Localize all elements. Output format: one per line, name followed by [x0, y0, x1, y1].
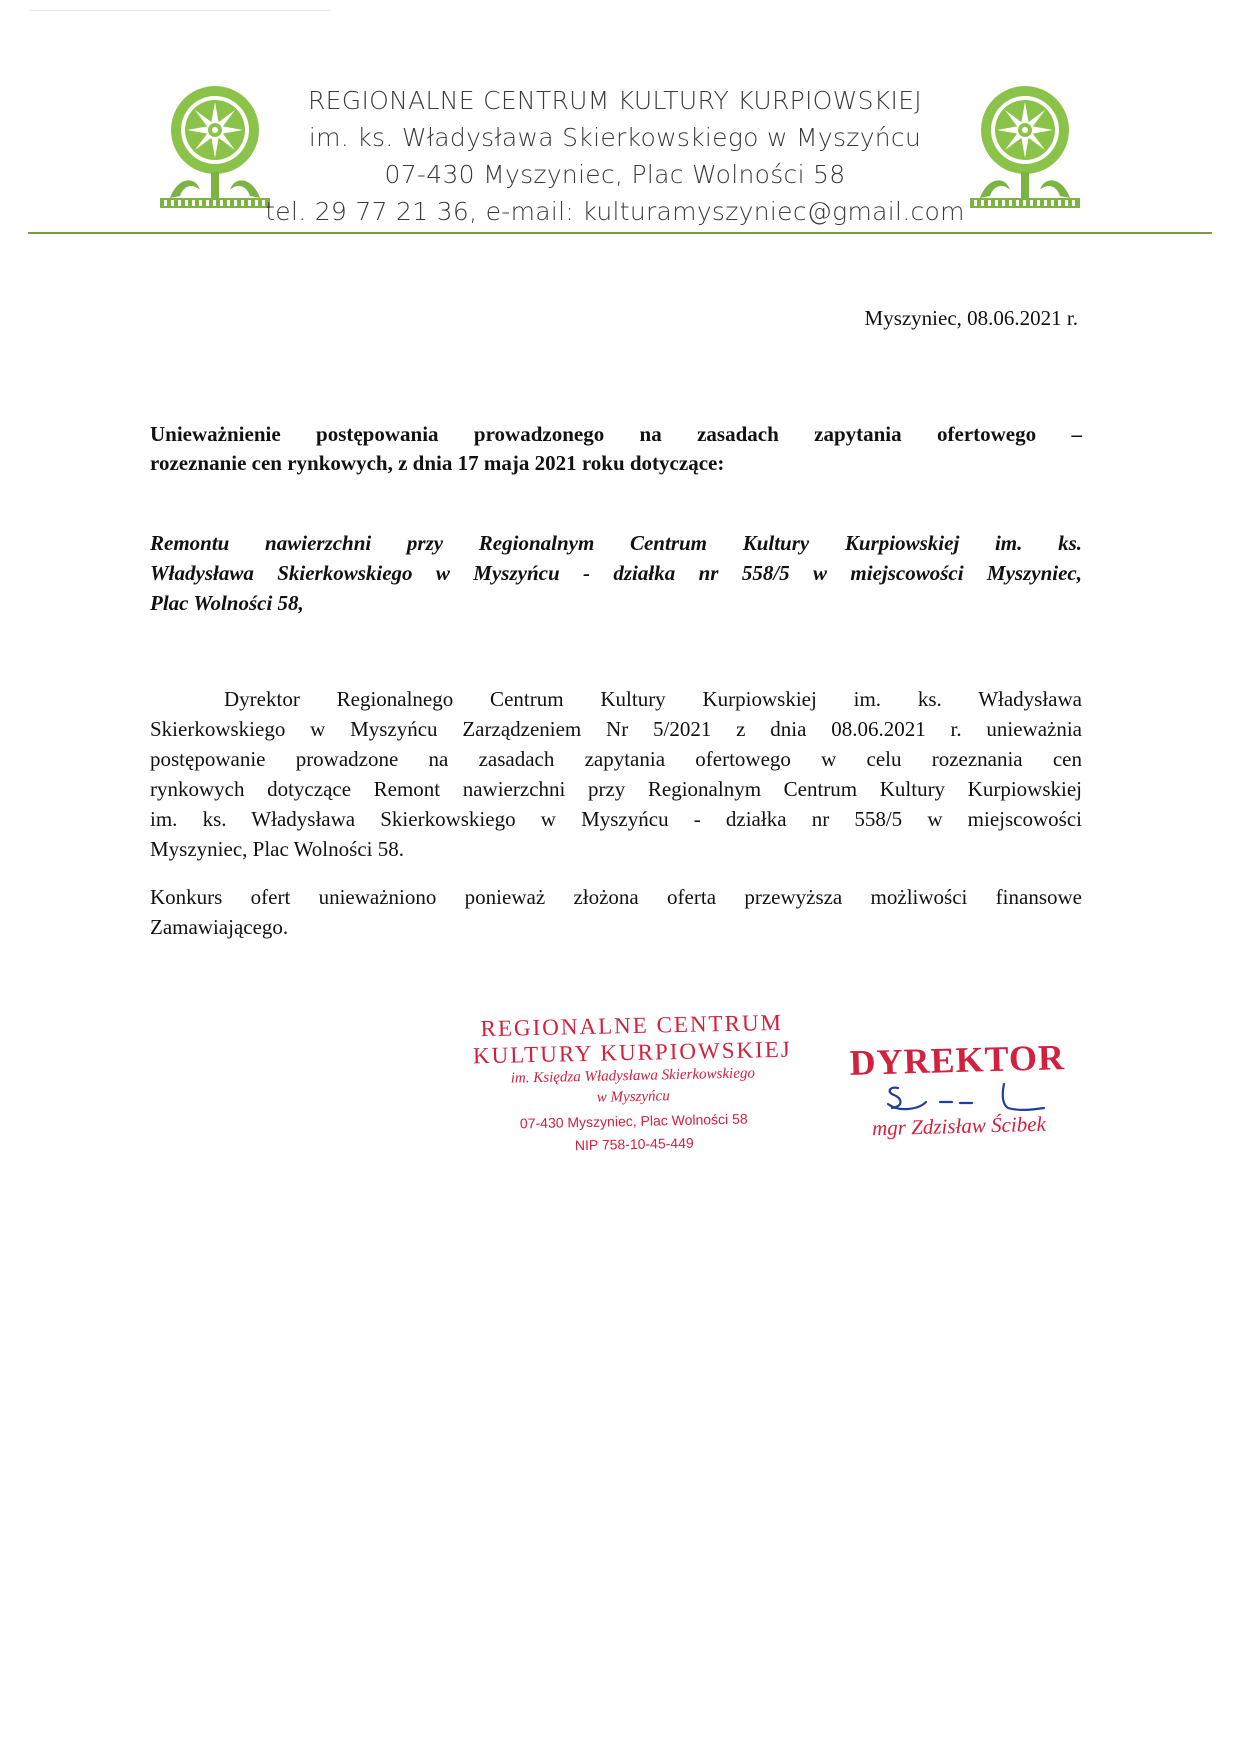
- director-title: DYREKTOR: [849, 1037, 1066, 1083]
- letterhead-divider: [28, 232, 1212, 234]
- paragraph-line: rynkowych dotyczące Remont nawierzchni przy Regionalnym Centrum Kultury Kurpiowskiej: [150, 777, 1082, 801]
- subject-line: Unieważnienie postępowania prowadzonego na zasadach zapytania ofertowego –: [150, 422, 1082, 446]
- director-name: mgr Zdzisław Ścibek: [871, 1111, 1047, 1141]
- stamp-line: im. Księdza Władysława Skierkowskiego: [510, 1065, 756, 1087]
- letterhead-patron: im. ks. Władysława Skierkowskiego w Myszyńcu: [308, 123, 922, 152]
- paragraph-line: postępowanie prowadzone na zasadach zapytania ofertowego w celu rozeznania cen: [150, 747, 1082, 771]
- subject-italic-line: Władysława Skierkowskiego w Myszyńcu - działka nr 558/5 w miejscowości Myszyniec,: [150, 561, 1082, 585]
- stamp-line: NIP 758-10-45-449: [574, 1134, 694, 1154]
- paragraph-line: Zamawiającego.: [150, 915, 289, 939]
- subject-italic-line: Plac Wolności 58,: [150, 591, 304, 615]
- letterhead-org-name: REGIONALNE CENTRUM KULTURY KURPIOWSKIEJ: [308, 86, 922, 115]
- handwritten-signature: [868, 1078, 1068, 1120]
- subject-heading: [150, 420, 1082, 478]
- paragraph-line: Konkurs ofert unieważniono ponieważ złożona oferta przewyższa możliwości finansowe: [150, 885, 1082, 909]
- kurpie-wycinanka-emblem-icon: [970, 80, 1080, 230]
- letterhead: [0, 0, 1242, 240]
- stamp-line: w Myszyńcu: [596, 1088, 670, 1106]
- paragraph-line: im. ks. Władysława Skierkowskiego w Myszyńcu - działka nr 558/5 w miejscowości: [150, 807, 1082, 831]
- subject-line: rozeznanie cen rynkowych, z dnia 17 maja 2021 roku dotyczące:: [150, 451, 725, 475]
- kurpie-wycinanka-emblem-icon: [160, 80, 270, 230]
- body-paragraph-decision: [150, 684, 1082, 864]
- institution-stamp: [467, 1009, 800, 1158]
- paragraph-line: Skierkowskiego w Myszyńcu Zarządzeniem Nr 5/2021 z dnia 08.06.2021 r. unieważnia: [150, 717, 1082, 741]
- paragraph-line: Dyrektor Regionalnego Centrum Kultury Kurpiowskiej im. ks. Władysława: [224, 687, 1082, 711]
- letterhead-contact: tel. 29 77 21 36, e-mail: kulturamyszyniec@gmail.com: [265, 197, 965, 226]
- stamp-line: REGIONALNE CENTRUM: [480, 1009, 784, 1042]
- subject-italic-line: Remontu nawierzchni przy Regionalnym Centrum Kultury Kurpiowskiej im. ks.: [150, 531, 1082, 555]
- document-date: Myszyniec, 08.06.2021 r.: [864, 306, 1078, 330]
- paragraph-line: Myszyniec, Plac Wolności 58.: [150, 837, 404, 861]
- subject-title-italic: [150, 528, 1082, 618]
- letterhead-address: 07-430 Myszyniec, Plac Wolności 58: [384, 160, 846, 189]
- letterhead-text: [260, 82, 970, 230]
- body-paragraph-reason: [150, 882, 1082, 942]
- stamp-line: KULTURY KURPIOWSKIEJ: [472, 1036, 792, 1069]
- stamp-line: 07-430 Myszyniec, Plac Wolności 58: [519, 1110, 748, 1132]
